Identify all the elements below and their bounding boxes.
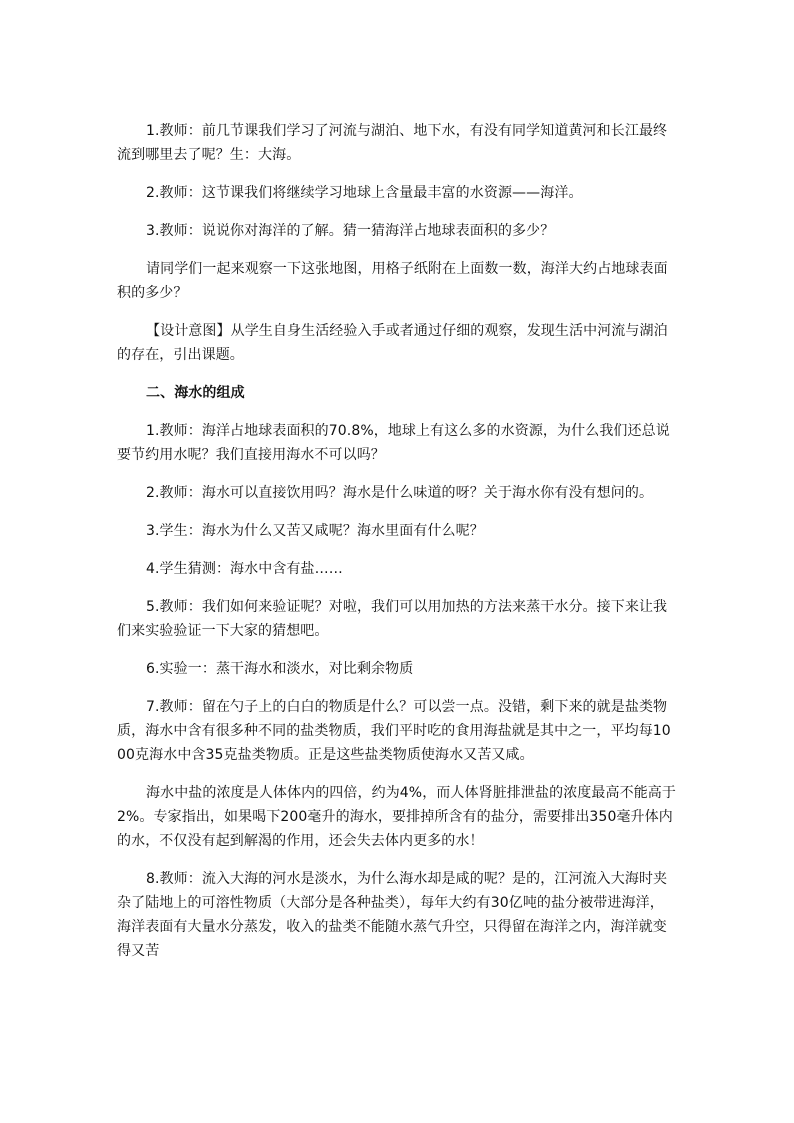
paragraph-step-5: 5.教师：我们如何来验证呢？对啦，我们可以用加热的方法来蒸干水分。接下来让我们来实验验证一下大家的猜想吧。 bbox=[117, 599, 668, 639]
paragraph-step-8: 8.教师：流入大海的河水是淡水，为什么海水却是咸的呢？是的，江河流入大海时夹杂了陆地上的可溶性物质（大部分是各种盐类），每年大约有30亿吨的盐分被带进海洋，海洋表面有大量水分蒸发，收入的盐类不能随水蒸气升空，只得留在海洋之内，海洋就变得又苦 bbox=[117, 871, 668, 959]
paragraph-step-6: 6.实验一：蒸干海水和淡水，对比剩余物质 bbox=[146, 661, 414, 677]
document-body bbox=[117, 119, 677, 977]
paragraph-step-4: 4.学生猜测：海水中含有盐…… bbox=[146, 561, 343, 577]
paragraph-intro-3: 3.教师：说说你对海洋的了解。猜一猜海洋占地球表面积的多少？ bbox=[146, 223, 555, 239]
section-heading-seawater-composition: 二、海水的组成 bbox=[146, 385, 245, 401]
paragraph-step-7: 7.教师：留在勺子上的白白的物质是什么？可以尝一点。没错，剩下来的就是盐类物质，海水中含有很多种不同的盐类物质，我们平时吃的食用海盐就是其中之一，平均每1000克海水中含35克盐类物质。正是这些盐类物质使海水又苦又咸。 bbox=[117, 699, 671, 763]
paragraph-design-intent: 【设计意图】从学生自身生活经验入手或者通过仔细的观察，发现生活中河流与湖泊的存在，引出课题。 bbox=[117, 323, 668, 363]
paragraph-step-2: 2.教师：海水可以直接饮用吗？海水是什么味道的呀？关于海水你有没有想问的。 bbox=[146, 485, 654, 501]
paragraph-step-3: 3.学生：海水为什么又苦又咸呢？海水里面有什么呢？ bbox=[146, 523, 484, 539]
paragraph-intro-2: 2.教师：这节课我们将继续学习地球上含量最丰富的水资源——海洋。 bbox=[146, 185, 583, 201]
paragraph-intro-1: 1.教师：前几节课我们学习了河流与湖泊、地下水，有没有同学知道黄河和长江最终流到哪里去了呢？生：大海。 bbox=[117, 123, 668, 163]
paragraph-salt-concentration: 海水中盐的浓度是人体体内的四倍，约为4%，而人体肾脏排泄盐的浓度最高不能高于2%。专家指出，如果喝下200毫升的海水，要排掉所含有的盐分，需要排出350毫升体内的水，不仅没有起到解渴的作用，还会失去体内更多的水！ bbox=[117, 785, 677, 849]
paragraph-step-1: 1.教师：海洋占地球表面积的70.8%，地球上有这么多的水资源，为什么我们还总说要节约用水呢？我们直接用海水不可以吗？ bbox=[117, 423, 670, 463]
paragraph-map-observation: 请同学们一起来观察一下这张地图，用格子纸附在上面数一数，海洋大约占地球表面积的多少？ bbox=[117, 261, 668, 301]
